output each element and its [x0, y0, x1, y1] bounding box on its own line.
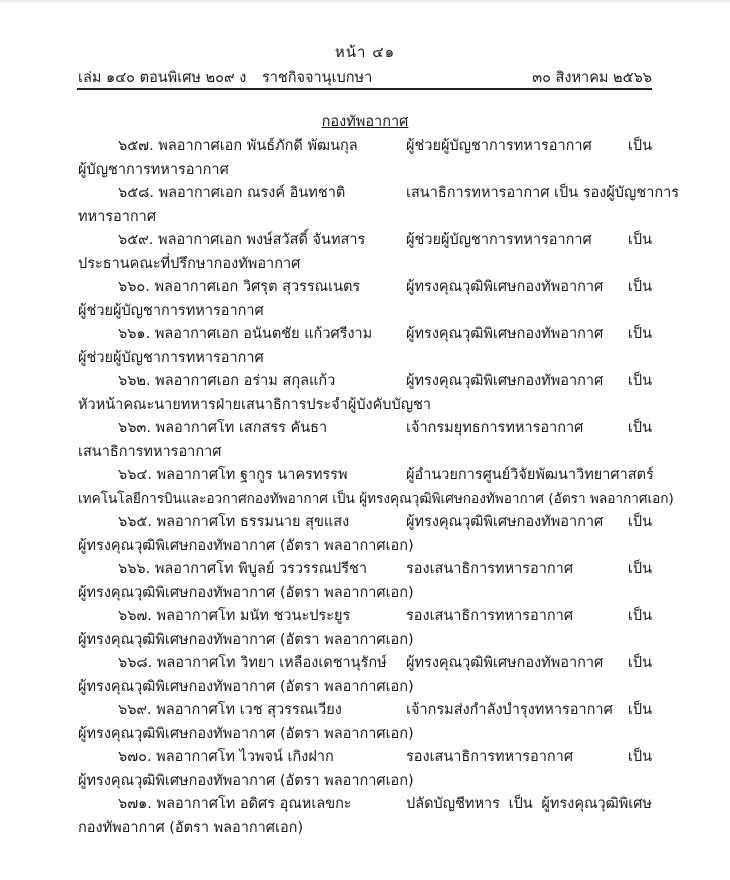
position-change: รองเสนาธิการทหารอากาศ เป็น	[406, 561, 652, 577]
officer-name: ๖๖๑. พลอากาศเอก อนันตชัย แก้วศรีงาม	[118, 326, 373, 342]
publication-date: ๓๐ สิงหาคม ๒๕๖๖	[532, 70, 652, 86]
new-position: ผู้ทรงคุณวุฒิพิเศษกองทัพอากาศ (อัตรา พลอากาศเอก)	[78, 584, 414, 601]
new-position: หัวหน้าคณะนายทหารฝ่ายเสนาธิการประจำผู้บังคับบัญชา	[78, 396, 432, 413]
appointment-entry	[78, 183, 680, 230]
new-position: เทคโนโลยีการบินและอวกาศกองทัพอากาศ เป็น ผู้ทรงคุณวุฒิพิเศษกองทัพอากาศ (อัตรา พลอากาศเอก)	[78, 490, 674, 507]
position-change: ผู้ทรงคุณวุฒิพิเศษกองทัพอากาศ เป็น	[406, 279, 652, 295]
appointment-entry	[78, 700, 652, 747]
officer-name: ๖๖๗. พลอากาศโท มนัท ชวนะประยูร	[118, 608, 351, 624]
top-edge-shadow	[0, 0, 730, 4]
new-position: ผู้ทรงคุณวุฒิพิเศษกองทัพอากาศ (อัตรา พลอากาศเอก)	[78, 772, 414, 789]
appointment-entry	[78, 277, 652, 324]
appointment-entry	[78, 653, 652, 700]
position-change: ผู้ทรงคุณวุฒิพิเศษกองทัพอากาศ เป็น	[406, 514, 652, 530]
new-position: ผู้ช่วยผู้บัญชาการทหารอากาศ	[78, 302, 264, 319]
appointment-entry	[78, 559, 652, 606]
officer-name: ๖๖๐. พลอากาศเอก วิศรุต สุวรรณเนตร	[118, 279, 361, 295]
officer-name: ๖๕๗. พลอากาศเอก พันธ์ภักดี พัฒนกุล	[118, 138, 358, 154]
position-change: ผู้ช่วยผู้บัญชาการทหารอากาศ เป็น	[406, 138, 652, 154]
new-position: ผู้ทรงคุณวุฒิพิเศษกองทัพอากาศ (อัตรา พลอากาศเอก)	[78, 725, 414, 742]
position-change: ผู้ทรงคุณวุฒิพิเศษกองทัพอากาศ เป็น	[406, 326, 652, 342]
appointment-entry	[78, 465, 674, 512]
new-position: ประธานคณะที่ปรึกษากองทัพอากาศ	[78, 255, 301, 272]
appointment-entry	[78, 371, 652, 418]
officer-name: ๖๖๔. พลอากาศโท ฐากูร นาครทรรพ	[118, 467, 348, 483]
position-change: ผู้ทรงคุณวุฒิพิเศษกองทัพอากาศ เป็น	[406, 655, 652, 671]
new-position: ผู้ทรงคุณวุฒิพิเศษกองทัพอากาศ (อัตรา พลอากาศเอก)	[78, 537, 414, 554]
officer-name: ๖๖๙. พลอากาศโท เวช สุวรรณเวียง	[118, 702, 342, 718]
officer-name: ๖๖๓. พลอากาศโท เสกสรร คันธา	[118, 420, 328, 436]
officer-name: ๖๗๐. พลอากาศโท ไวพจน์ เกิงฝาก	[118, 749, 334, 765]
position-change: ผู้ช่วยผู้บัญชาการทหารอากาศ เป็น	[406, 232, 652, 248]
position-change: ปลัดบัญชีทหาร เป็น ผู้ทรงคุณวุฒิพิเศษ	[406, 796, 652, 812]
new-position: เสนาธิการทหารอากาศ	[78, 443, 222, 460]
section-title: กองทัพอากาศ	[321, 114, 409, 130]
officer-name: ๖๖๕. พลอากาศโท ธรรมนาย สุขแสง	[118, 514, 350, 530]
officer-name: ๖๗๑. พลอากาศโท อดิศร อุณหเลขกะ	[118, 796, 352, 812]
new-position: กองทัพอากาศ (อัตรา พลอากาศเอก)	[78, 819, 304, 836]
position-change: เจ้ากรมส่งกำลังบำรุงทหารอากาศ เป็น	[406, 702, 652, 718]
appointment-entry	[78, 512, 652, 559]
position-change: ผู้ทรงคุณวุฒิพิเศษกองทัพอากาศ เป็น	[406, 373, 652, 389]
officer-name: ๖๖๖. พลอากาศโท พิบูลย์ วรวรรณปรีชา	[118, 561, 368, 577]
appointment-entry	[78, 136, 652, 183]
position-change: ผู้อำนวยการศูนย์วิจัยพัฒนาวิทยาศาสตร์	[406, 467, 654, 483]
position-change: รองเสนาธิการทหารอากาศ เป็น	[406, 749, 652, 765]
new-position: ผู้บัญชาการทหารอากาศ	[78, 161, 229, 178]
new-position: ผู้ทรงคุณวุฒิพิเศษกองทัพอากาศ (อัตรา พลอากาศเอก)	[78, 678, 414, 695]
volume-issue: เล่ม ๑๔๐ ตอนพิเศษ ๒๐๙ ง	[78, 70, 247, 86]
appointment-entry	[78, 324, 652, 371]
appointment-entry	[78, 606, 652, 653]
position-change: เสนาธิการทหารอากาศ เป็น รองผู้บัญชาการ	[406, 185, 680, 201]
new-position: ผู้ทรงคุณวุฒิพิเศษกองทัพอากาศ (อัตรา พลอากาศเอก)	[78, 631, 414, 648]
officer-name: ๖๖๘. พลอากาศโท วิทยา เหลืองเดชานุรักษ์	[118, 655, 387, 671]
publication-title: ราชกิจจานุเบกษา	[262, 70, 373, 86]
appointment-entry	[78, 747, 652, 794]
appointment-list	[78, 136, 680, 841]
page-number: หน้า ๔๑	[334, 43, 396, 61]
new-position: ผู้ช่วยผู้บัญชาการทหารอากาศ	[78, 349, 264, 366]
gazette-header	[78, 66, 652, 86]
appointment-entry	[78, 418, 652, 465]
header-divider	[77, 88, 652, 90]
officer-name: ๖๕๘. พลอากาศเอก ณรงค์ อินทชาติ	[118, 185, 346, 201]
officer-name: ๖๖๒. พลอากาศเอก อร่าม สกุลแก้ว	[118, 373, 336, 389]
appointment-entry	[78, 230, 652, 277]
appointment-entry	[78, 794, 652, 841]
officer-name: ๖๕๙. พลอากาศเอก พงษ์สวัสดิ์ จันทสาร	[118, 232, 366, 248]
position-change: เจ้ากรมยุทธการทหารอากาศ เป็น	[406, 420, 652, 436]
new-position: ทหารอากาศ	[78, 208, 157, 225]
position-change: รองเสนาธิการทหารอากาศ เป็น	[406, 608, 652, 624]
